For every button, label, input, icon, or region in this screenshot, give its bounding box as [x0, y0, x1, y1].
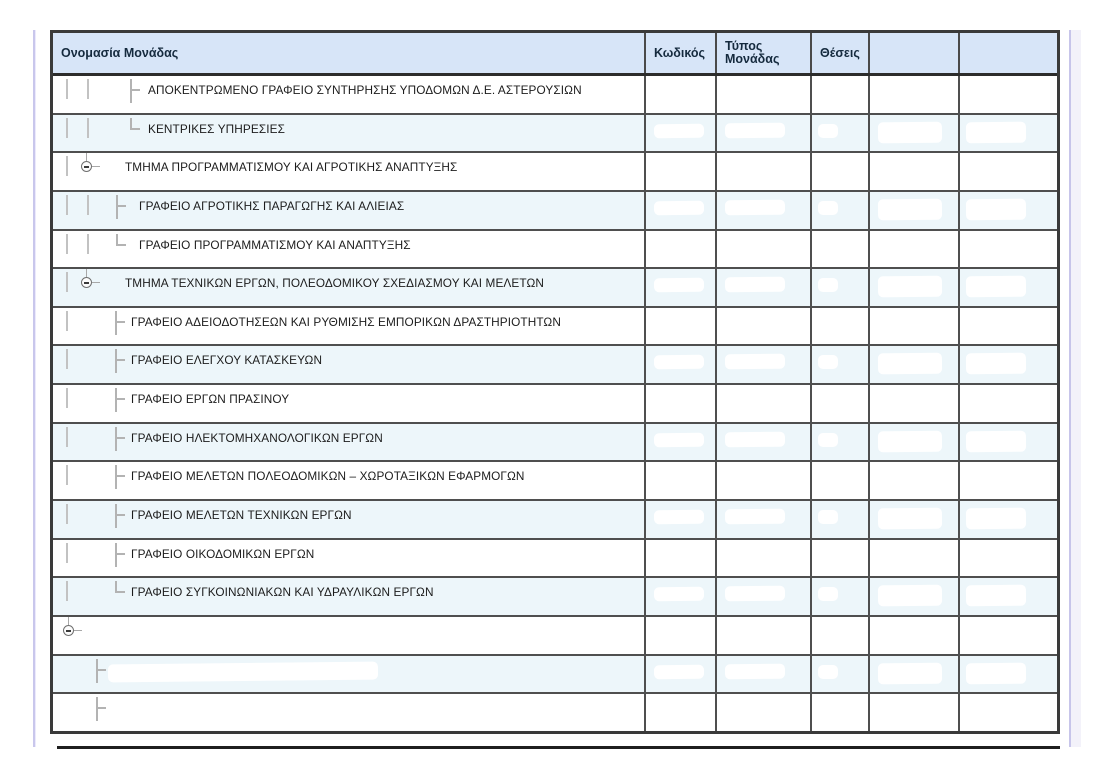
cell-extra1	[870, 76, 960, 113]
cell-positions	[812, 115, 870, 152]
cell-code	[646, 578, 717, 615]
cell-unit-type	[717, 231, 812, 268]
tree-guide-line	[66, 156, 68, 176]
tree-guide-line	[66, 195, 68, 215]
cell-unit-type	[717, 153, 812, 190]
tree-branch-icon	[115, 349, 117, 373]
cell-unit-name	[53, 153, 646, 190]
tree-guide-line	[66, 543, 68, 563]
tree-guide-line	[66, 234, 68, 254]
tree-guide-line	[92, 166, 100, 167]
tree-guide-line	[66, 504, 68, 524]
cell-extra2	[960, 694, 1057, 731]
tree-branch-icon	[130, 79, 132, 103]
tree-guide-line	[66, 118, 68, 138]
cell-unit-name	[53, 269, 646, 306]
cell-positions	[812, 231, 870, 268]
header-cell-name: Ονομασία Μονάδας	[53, 33, 646, 73]
tree-row[interactable]	[53, 424, 1057, 463]
redacted-value	[818, 587, 838, 601]
cell-positions	[812, 462, 870, 499]
cell-code	[646, 540, 717, 577]
cell-extra1	[870, 540, 960, 577]
minus-glyph	[84, 166, 89, 168]
cell-code	[646, 269, 717, 306]
panel-left-border	[33, 30, 36, 747]
cell-unit-type	[717, 192, 812, 229]
tree-branch-arm	[115, 514, 125, 516]
collapse-expander-icon[interactable]	[63, 625, 74, 636]
cell-positions	[812, 385, 870, 422]
redacted-value	[654, 123, 704, 138]
cell-extra1	[870, 192, 960, 229]
tree-guide-line	[66, 388, 68, 408]
cell-code	[646, 76, 717, 113]
redacted-value	[725, 200, 785, 216]
cell-code	[646, 231, 717, 268]
bottom-divider	[57, 746, 1060, 749]
redacted-value	[878, 585, 942, 607]
cell-extra1	[870, 346, 960, 383]
cell-extra1	[870, 501, 960, 538]
cell-extra1	[870, 578, 960, 615]
tree-branch-icon	[115, 465, 117, 489]
tree-guide-line	[87, 195, 89, 215]
unit-name-label: ΤΜΗΜΑ ΠΡΟΓΡΑΜΜΑΤΙΣΜΟΥ ΚΑΙ ΑΓΡΟΤΙΚΗΣ ΑΝΑΠΤΥΞΗΣ	[125, 160, 458, 175]
tree-branch-arm	[115, 398, 125, 400]
tree-guide-line	[66, 79, 68, 99]
redacted-value	[878, 662, 942, 684]
redacted-value	[654, 510, 704, 525]
tree-row[interactable]	[53, 578, 1057, 617]
cell-extra1	[870, 115, 960, 152]
cell-extra1	[870, 269, 960, 306]
cell-unit-type	[717, 540, 812, 577]
cell-unit-name	[53, 694, 646, 731]
tree-branch-arm	[115, 553, 125, 555]
tree-row[interactable]	[53, 694, 1057, 731]
tree-branch-arm	[116, 244, 126, 246]
cell-unit-name	[53, 617, 646, 654]
tree-branch-icon	[115, 388, 117, 412]
tree-guide-line	[66, 311, 68, 331]
tree-branch-arm	[96, 669, 106, 671]
tree-row[interactable]	[53, 153, 1057, 192]
redacted-value	[878, 121, 942, 143]
redacted-value	[725, 431, 785, 447]
cell-extra2	[960, 346, 1057, 383]
cell-extra2	[960, 578, 1057, 615]
cell-unit-name	[53, 462, 646, 499]
cell-extra1	[870, 308, 960, 345]
redacted-value	[878, 199, 942, 221]
cell-unit-name	[53, 540, 646, 577]
redacted-value	[818, 510, 838, 524]
unit-name-label: ΚΕΝΤΡΙΚΕΣ ΥΠΗΡΕΣΙΕΣ	[148, 121, 285, 136]
cell-unit-name	[53, 308, 646, 345]
header-cell-extra1	[870, 33, 960, 73]
tree-branch-icon	[96, 659, 98, 683]
tree-branch-arm	[130, 89, 140, 91]
redacted-value	[818, 124, 838, 138]
cell-extra2	[960, 115, 1057, 152]
tree-guide-line	[86, 153, 87, 161]
cell-unit-type	[717, 269, 812, 306]
tree-branch-icon	[115, 311, 117, 335]
cell-extra1	[870, 231, 960, 268]
cell-extra2	[960, 617, 1057, 654]
redacted-value	[725, 277, 785, 293]
redacted-value	[725, 354, 785, 370]
tree-row[interactable]	[53, 617, 1057, 656]
cell-extra2	[960, 501, 1057, 538]
cell-unit-type	[717, 76, 812, 113]
cell-extra2	[960, 308, 1057, 345]
tree-branch-arm	[115, 475, 125, 477]
tree-guide-line	[66, 272, 68, 292]
minus-glyph	[66, 630, 71, 632]
cell-code	[646, 192, 717, 229]
tree-row[interactable]	[53, 76, 1057, 115]
cell-extra2	[960, 540, 1057, 577]
cell-code	[646, 385, 717, 422]
redacted-value	[966, 276, 1026, 298]
tree-guide-line	[66, 581, 68, 601]
tree-branch-icon	[115, 504, 117, 528]
cell-extra2	[960, 76, 1057, 113]
redacted-value	[725, 663, 785, 679]
cell-extra1	[870, 694, 960, 731]
cell-unit-name	[53, 192, 646, 229]
redacted-value	[725, 509, 785, 525]
tree-guide-line	[87, 234, 89, 254]
redacted-value	[878, 276, 942, 298]
cell-extra2	[960, 424, 1057, 461]
unit-name-label: ΓΡΑΦΕΙΟ ΣΥΓΚΟΙΝΩΝΙΑΚΩΝ ΚΑΙ ΥΔΡΑΥΛΙΚΩΝ ΕΡΓΩΝ	[131, 585, 434, 600]
cell-positions	[812, 308, 870, 345]
tree-row[interactable]	[53, 192, 1057, 231]
unit-name-label: ΤΜΗΜΑ ΤΕΧΝΙΚΩΝ ΕΡΓΩΝ, ΠΟΛΕΟΔΟΜΙΚΟΥ ΣΧΕΔΙΑΣΜΟΥ ΚΑΙ ΜΕΛΕΤΩΝ	[125, 276, 544, 291]
tree-row[interactable]	[53, 656, 1057, 695]
header-cell-code: Κωδικός	[646, 33, 717, 73]
tree-guide-line	[66, 349, 68, 369]
redacted-value	[818, 201, 838, 215]
cell-extra1	[870, 656, 960, 693]
cell-unit-name	[53, 385, 646, 422]
table-body	[53, 76, 1057, 731]
tree-guide-line	[66, 465, 68, 485]
redacted-value	[818, 355, 838, 369]
cell-unit-type	[717, 501, 812, 538]
tree-guide-line	[68, 617, 69, 625]
cell-unit-name	[53, 231, 646, 268]
cell-code	[646, 308, 717, 345]
redacted-value	[966, 199, 1026, 221]
tree-row[interactable]	[53, 269, 1057, 308]
cell-unit-type	[717, 115, 812, 152]
redacted-value	[966, 430, 1026, 452]
redacted-value	[966, 508, 1026, 530]
redacted-value	[654, 201, 704, 216]
cell-unit-type	[717, 694, 812, 731]
cell-extra1	[870, 424, 960, 461]
tree-row[interactable]	[53, 501, 1057, 540]
cell-code	[646, 501, 717, 538]
cell-extra1	[870, 617, 960, 654]
redacted-value	[878, 353, 942, 375]
cell-positions	[812, 501, 870, 538]
cell-unit-name	[53, 424, 646, 461]
tree-row[interactable]	[53, 308, 1057, 347]
tree-guide-line	[74, 630, 82, 631]
tree-row[interactable]	[53, 385, 1057, 424]
cell-code	[646, 462, 717, 499]
cell-positions	[812, 424, 870, 461]
tree-branch-arm	[130, 128, 140, 130]
tree-row[interactable]	[53, 540, 1057, 579]
cell-extra2	[960, 231, 1057, 268]
cell-code	[646, 153, 717, 190]
cell-unit-type	[717, 424, 812, 461]
unit-name-label: ΓΡΑΦΕΙΟ ΜΕΛΕΤΩΝ ΤΕΧΝΙΚΩΝ ΕΡΓΩΝ	[131, 508, 352, 523]
cell-extra2	[960, 656, 1057, 693]
cell-unit-name	[53, 346, 646, 383]
unit-name-label: ΓΡΑΦΕΙΟ ΜΕΛΕΤΩΝ ΠΟΛΕΟΔΟΜΙΚΩΝ – ΧΩΡΟΤΑΞΙΚΩΝ ΕΦΑΡΜΟΓΩΝ	[131, 469, 525, 484]
redacted-value	[725, 586, 785, 602]
cell-positions	[812, 346, 870, 383]
cell-extra1	[870, 385, 960, 422]
tree-branch-icon	[115, 427, 117, 451]
unit-name-label: ΑΠΟΚΕΝΤΡΩΜΕΝΟ ΓΡΑΦΕΙΟ ΣΥΝΤΗΡΗΣΗΣ ΥΠΟΔΟΜΩΝ Δ.Ε. ΑΣΤΕΡΟΥΣΙΩΝ	[148, 83, 582, 97]
tree-branch-arm	[115, 437, 125, 439]
header-cell-positions: Θέσεις	[812, 33, 870, 73]
tree-guide-line	[87, 79, 89, 99]
cell-unit-name	[53, 115, 646, 152]
unit-name-label: ΓΡΑΦΕΙΟ ΠΡΟΓΡΑΜΜΑΤΙΣΜΟΥ ΚΑΙ ΑΝΑΠΤΥΞΗΣ	[139, 237, 411, 252]
redacted-value	[966, 662, 1026, 684]
cell-unit-name	[53, 578, 646, 615]
cell-code	[646, 617, 717, 654]
cell-extra2	[960, 462, 1057, 499]
redacted-value	[108, 661, 378, 682]
redacted-value	[966, 353, 1026, 375]
cell-unit-type	[717, 617, 812, 654]
tree-guide-line	[92, 282, 100, 283]
cell-positions	[812, 694, 870, 731]
org-units-tree-table	[50, 30, 1060, 734]
redacted-value	[966, 121, 1026, 143]
vertical-scrollbar[interactable]	[1069, 30, 1081, 747]
unit-name-label: ΓΡΑΦΕΙΟ ΕΛΕΓΧΟΥ ΚΑΤΑΣΚΕΥΩΝ	[131, 353, 323, 368]
cell-code	[646, 424, 717, 461]
unit-name-label: ΓΡΑΦΕΙΟ ΑΓΡΟΤΙΚΗΣ ΠΑΡΑΓΩΓΗΣ ΚΑΙ ΑΛΙΕΙΑΣ	[139, 198, 405, 213]
redacted-value	[878, 508, 942, 530]
cell-extra2	[960, 192, 1057, 229]
cell-code	[646, 656, 717, 693]
tree-branch-arm	[115, 591, 125, 593]
redacted-value	[654, 433, 704, 448]
cell-unit-name	[53, 501, 646, 538]
collapse-expander-icon[interactable]	[81, 161, 92, 172]
cell-extra1	[870, 153, 960, 190]
cell-unit-type	[717, 346, 812, 383]
tree-branch-icon	[116, 195, 118, 219]
tree-branch-arm	[116, 205, 126, 207]
cell-code	[646, 115, 717, 152]
cell-extra1	[870, 462, 960, 499]
redacted-value	[654, 278, 704, 293]
tree-row[interactable]	[53, 115, 1057, 154]
cell-positions	[812, 617, 870, 654]
redacted-value	[654, 587, 704, 602]
tree-branch-icon	[115, 543, 117, 567]
cell-unit-type	[717, 578, 812, 615]
cell-unit-name	[53, 76, 646, 113]
redacted-value	[966, 585, 1026, 607]
cell-extra2	[960, 153, 1057, 190]
redacted-value	[878, 430, 942, 452]
cell-positions	[812, 269, 870, 306]
table-header-row	[53, 33, 1057, 76]
redacted-value	[818, 665, 838, 679]
cell-positions	[812, 656, 870, 693]
tree-branch-arm	[96, 707, 106, 709]
unit-name-label: ΓΡΑΦΕΙΟ ΗΛΕΚΤΟΜΗΧΑΝΟΛΟΓΙΚΩΝ ΕΡΓΩΝ	[131, 430, 383, 445]
header-cell-extra2	[960, 33, 1057, 73]
cell-unit-name	[53, 656, 646, 693]
cell-positions	[812, 192, 870, 229]
cell-unit-type	[717, 656, 812, 693]
tree-guide-line	[86, 269, 87, 277]
tree-row[interactable]	[53, 346, 1057, 385]
tree-guide-line	[66, 427, 68, 447]
cell-unit-type	[717, 308, 812, 345]
redacted-value	[654, 664, 704, 679]
tree-row[interactable]	[53, 462, 1057, 501]
redacted-value	[818, 278, 838, 292]
redacted-value	[725, 122, 785, 138]
cell-code	[646, 346, 717, 383]
cell-positions	[812, 153, 870, 190]
cell-extra2	[960, 385, 1057, 422]
redacted-value	[654, 355, 704, 370]
cell-extra2	[960, 269, 1057, 306]
tree-branch-arm	[115, 359, 125, 361]
cell-unit-type	[717, 462, 812, 499]
tree-branch-icon	[96, 697, 98, 721]
tree-guide-line	[87, 118, 89, 138]
tree-branch-arm	[115, 321, 125, 323]
cell-unit-type	[717, 385, 812, 422]
cell-code	[646, 694, 717, 731]
unit-name-label: ΓΡΑΦΕΙΟ ΑΔΕΙΟΔΟΤΗΣΕΩΝ ΚΑΙ ΡΥΘΜΙΣΗΣ ΕΜΠΟΡΙΚΩΝ ΔΡΑΣΤΗΡΙΟΤΗΤΩΝ	[131, 314, 561, 329]
unit-name-label: ΓΡΑΦΕΙΟ ΟΙΚΟΔΟΜΙΚΩΝ ΕΡΓΩΝ	[131, 546, 315, 561]
cell-positions	[812, 76, 870, 113]
minus-glyph	[84, 282, 89, 284]
cell-positions	[812, 578, 870, 615]
cell-positions	[812, 540, 870, 577]
redacted-value	[818, 433, 838, 447]
collapse-expander-icon[interactable]	[81, 277, 92, 288]
header-cell-unit-type: Τύπος Μονάδας	[717, 33, 812, 73]
tree-row[interactable]	[53, 231, 1057, 270]
unit-name-label: ΓΡΑΦΕΙΟ ΕΡΓΩΝ ΠΡΑΣΙΝΟΥ	[131, 392, 290, 407]
